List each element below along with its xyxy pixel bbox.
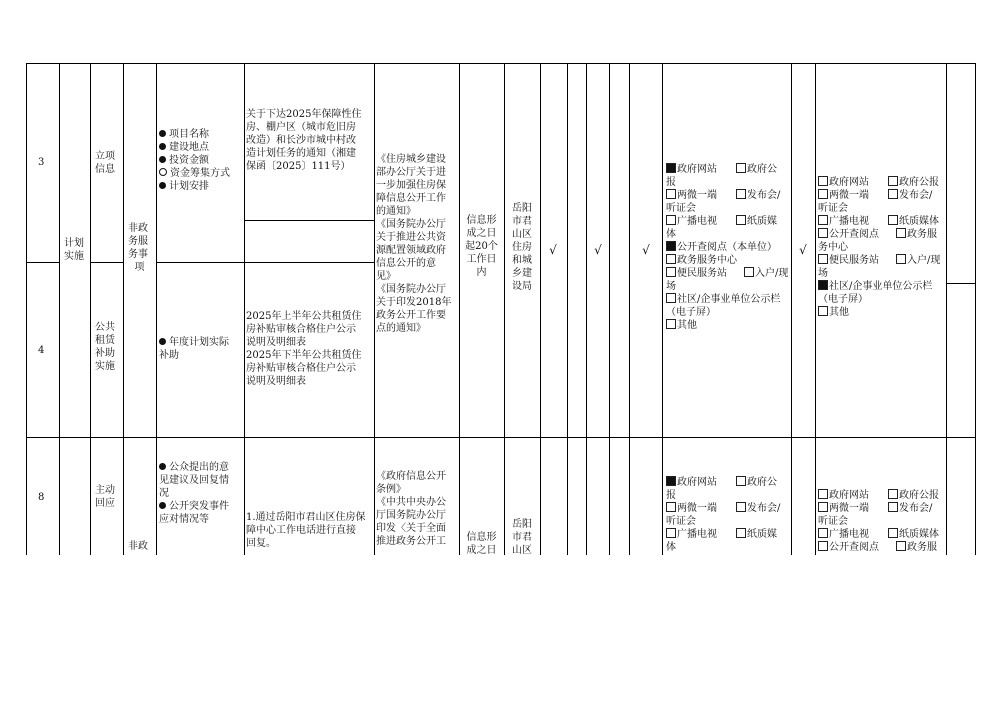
unchecked-box-icon: [818, 528, 828, 538]
checkmark: √: [642, 243, 650, 257]
unchecked-box-icon: [736, 215, 746, 225]
channel-option: 公开查阅点: [818, 228, 879, 241]
unchecked-box-icon: [818, 306, 828, 316]
channel-option: 政府网站: [666, 476, 717, 489]
col-line: [504, 63, 505, 555]
item2-r8-line: 回应: [95, 498, 115, 509]
filled-bullet-icon: [159, 143, 166, 150]
item2-r8-line: 主动: [95, 485, 115, 496]
basis-r8-line: 回复。: [246, 538, 276, 549]
filled-bullet-icon: [159, 338, 166, 345]
channel-option: 两微一端: [666, 502, 717, 515]
unchecked-box-icon: [666, 215, 676, 225]
unchecked-box-icon: [896, 254, 906, 264]
filled-bullet-icon: [159, 463, 166, 470]
unchecked-box-icon: [818, 541, 828, 551]
unchecked-box-icon: [888, 215, 898, 225]
law8-line: 厅国务院办公厅: [376, 510, 446, 521]
unchecked-box-icon: [896, 541, 906, 551]
channel-option: 其他: [818, 306, 849, 319]
channel-option: 广播电视: [666, 528, 717, 541]
channel-wrap: 听证会: [818, 203, 848, 214]
period-line: 内: [476, 267, 487, 278]
table-top-border: [26, 63, 976, 64]
item2-r4-line: 租赁: [95, 335, 115, 346]
channel-option: 政务服: [896, 228, 937, 241]
law-line: 关于印发2018年: [376, 297, 452, 308]
col-line: [946, 63, 947, 555]
element-item: 应对情况等: [159, 514, 209, 525]
law-line: 政务公开工作要: [376, 310, 446, 321]
item2-r3-line2: 信息: [95, 164, 115, 175]
channel-option: 发布会/: [888, 189, 932, 202]
law-line: 信息公开的意: [376, 258, 436, 269]
col-line: [59, 63, 60, 555]
channel-wrap: 场: [666, 281, 676, 292]
channel-option: 政府公报: [888, 176, 939, 189]
checkmark: √: [594, 243, 602, 257]
channel-option: 政府公: [736, 476, 777, 489]
basis-r3-line: 改造）和长沙市城中村改: [246, 135, 356, 146]
channel-option: 发布会/: [736, 189, 780, 202]
channel-wrap: 听证会: [666, 516, 696, 527]
unchecked-box-icon: [818, 254, 828, 264]
scope-line: 务服: [128, 236, 148, 247]
hollow-bullet-icon: [159, 168, 167, 176]
channel-option: 广播电视: [818, 215, 869, 228]
channel-option: 广播电视: [666, 215, 717, 228]
element-item: 年度计划实际: [159, 336, 229, 349]
law8-line: 推进政务公开工: [376, 536, 446, 547]
channel-option: 政府网站: [818, 489, 869, 502]
channel-option: 政务服务中心: [666, 254, 737, 267]
col-line: [629, 63, 630, 555]
checkmark: √: [549, 243, 557, 257]
filled-bullet-icon: [159, 156, 166, 163]
unchecked-box-icon: [736, 476, 746, 486]
element-item: 计划安排: [159, 180, 209, 193]
channel-option: 两微一端: [818, 189, 869, 202]
law-line: 关于推进公共资: [376, 232, 446, 243]
cell-divider: [244, 220, 374, 221]
basis-r8-line: 障中心工作电话进行直接: [246, 525, 356, 536]
unchecked-box-icon: [818, 502, 828, 512]
channel-option: 其他: [666, 319, 697, 332]
col-line: [374, 63, 375, 555]
item2-r3-line1: 立项: [95, 151, 115, 162]
dept-line: 山区: [512, 229, 532, 240]
scope-line: 非政: [128, 223, 148, 234]
dept-line: 住房: [512, 242, 532, 253]
dept-line: 乡建: [512, 268, 532, 279]
filled-bullet-icon: [159, 182, 166, 189]
element-item: 补助: [159, 350, 179, 361]
channel-option: 发布会/: [888, 502, 932, 515]
channel-option: 入户/现: [896, 254, 940, 267]
law-line: 障信息公开工作: [376, 193, 446, 204]
channel-option: 政府公报: [888, 489, 939, 502]
law8-line: 印发〈关于全面: [376, 523, 446, 534]
element-item: 公众提出的意: [159, 461, 229, 474]
period8-line: 成之日: [466, 545, 497, 555]
unchecked-box-icon: [744, 267, 754, 277]
unchecked-box-icon: [818, 215, 828, 225]
channel-option: 便民服务站: [818, 254, 879, 267]
row-divider: [156, 262, 374, 263]
scope-line: 务事: [128, 249, 148, 260]
col-line: [609, 63, 610, 555]
channel-wrap: 报: [666, 490, 676, 501]
filled-bullet-icon: [159, 502, 166, 509]
basis-r4-line: 房补贴审核合格住户公示: [246, 324, 356, 335]
dept-line: 和城: [512, 255, 532, 266]
col-line: [26, 63, 27, 555]
row-divider: [26, 262, 59, 263]
channel-option: 政府网站: [666, 163, 717, 176]
period-line: 成之日: [466, 228, 497, 239]
unchecked-box-icon: [818, 176, 828, 186]
col-line: [156, 63, 157, 555]
channel-option: 发布会/: [736, 502, 780, 515]
row-divider: [26, 437, 976, 438]
col-line: [567, 63, 568, 555]
law-line: 一步加强住房保: [376, 180, 446, 191]
col-line: [123, 63, 124, 555]
channel-option: 社区/企事业单位公示栏: [666, 293, 780, 306]
element-item: 资金筹集方式: [159, 167, 230, 180]
unchecked-box-icon: [888, 528, 898, 538]
channel-wrap: 听证会: [666, 203, 696, 214]
row-number-8: 8: [38, 492, 45, 503]
unchecked-box-icon: [736, 189, 746, 199]
channel-wrap: 听证会: [818, 516, 848, 527]
channel-option: 政府网站: [818, 176, 869, 189]
channel-option: 公开查阅点（本单位）: [666, 241, 777, 254]
basis-r4-line: 2025年上半年公共租赁住: [246, 311, 362, 322]
col-line: [815, 63, 816, 555]
period-line: 工作日: [466, 254, 497, 265]
unchecked-box-icon: [736, 528, 746, 538]
unchecked-box-icon: [888, 189, 898, 199]
col-line: [975, 63, 976, 555]
item2-r4-line: 补助: [95, 348, 115, 359]
row-divider: [90, 262, 123, 263]
channel-wrap: （电子屏）: [666, 307, 716, 318]
law-line: 部办公厅关于进: [376, 167, 446, 178]
dept8-line: 岳阳: [512, 519, 532, 530]
unchecked-box-icon: [666, 254, 676, 264]
checked-box-icon: [818, 280, 828, 290]
unchecked-box-icon: [818, 489, 828, 499]
unchecked-box-icon: [666, 293, 676, 303]
channel-option: 社区/企事业单位公示栏: [818, 280, 932, 293]
element-item: 投资金额: [159, 154, 209, 167]
checked-box-icon: [666, 476, 676, 486]
channel-wrap: 场: [818, 268, 828, 279]
dept8-line: 市君: [512, 532, 532, 543]
law-line: 的通知》: [376, 206, 416, 217]
channel-wrap: 报: [666, 177, 676, 188]
element-item: 公开突发事件: [159, 500, 229, 513]
law-line: 见》: [376, 271, 396, 282]
cell-divider: [946, 283, 976, 284]
unchecked-box-icon: [666, 267, 676, 277]
unchecked-box-icon: [666, 319, 676, 329]
channel-wrap: 务中心: [818, 242, 848, 253]
channel-option: 政府公: [736, 163, 777, 176]
basis-r3-line: 保函〔2025〕111号）: [246, 161, 351, 172]
col-line: [90, 63, 91, 555]
element-item: 项目名称: [159, 128, 209, 141]
unchecked-box-icon: [888, 176, 898, 186]
channel-option: 便民服务站: [666, 267, 727, 280]
period-line: 信息形: [466, 215, 497, 226]
unchecked-box-icon: [736, 502, 746, 512]
law-line: 《国务院办公厅: [376, 219, 446, 230]
channel-option: 纸质媒体: [888, 215, 939, 228]
channel-option: 纸质媒体: [888, 528, 939, 541]
law-line: 源配置领域政府: [376, 245, 446, 256]
channel-option: 入户/现: [744, 267, 788, 280]
law-line: 《国务院办公厅: [376, 284, 446, 295]
unchecked-box-icon: [888, 489, 898, 499]
dept-line: 岳阳: [512, 203, 532, 214]
basis-r4-line: 2025年下半年公共租赁住: [246, 350, 362, 361]
col-line: [791, 63, 792, 555]
period-line: 起20个: [465, 241, 498, 252]
law8-line: 条例》: [376, 484, 406, 495]
period8-line: 信息形: [466, 532, 497, 543]
checkmark: √: [799, 243, 807, 257]
basis-r4-line: 房补贴审核合格住户公示: [246, 363, 356, 374]
channel-option: 广播电视: [818, 528, 869, 541]
law8-line: 《政府信息公开: [376, 471, 446, 482]
item1-line1: 计划: [64, 238, 84, 249]
item2-r4-line: 公共: [95, 322, 115, 333]
element-item: 见建议及回复情: [159, 475, 229, 486]
unchecked-box-icon: [666, 502, 676, 512]
law-line: 点的通知》: [376, 323, 426, 334]
channel-wrap: 体: [666, 229, 676, 240]
unchecked-box-icon: [818, 189, 828, 199]
channel-wrap: 体: [666, 542, 676, 553]
dept8-line: 山区: [512, 545, 532, 555]
item1-line2: 实施: [64, 251, 84, 262]
col-line: [540, 63, 541, 555]
row-number-3: 3: [38, 157, 45, 168]
scope-line: 项: [134, 262, 145, 273]
checked-box-icon: [666, 241, 676, 251]
channel-wrap: （电子屏）: [818, 294, 868, 305]
dept-line: 市君: [512, 216, 532, 227]
col-line: [586, 63, 587, 555]
basis-r3-line: 房、棚户区（城市危旧房: [246, 122, 356, 133]
unchecked-box-icon: [736, 163, 746, 173]
channel-option: 公开查阅点: [818, 541, 879, 554]
basis-r4-line: 说明及明细表: [246, 376, 306, 387]
channel-option: 两微一端: [818, 502, 869, 515]
filled-bullet-icon: [159, 130, 166, 137]
row-number-4: 4: [38, 345, 45, 356]
col-line: [459, 63, 460, 555]
table-fragment: [26, 63, 976, 555]
basis-r3-line: 造计划任务的通知（湘建: [246, 148, 356, 159]
scope8-line: 非政: [128, 541, 148, 552]
channel-option: 纸质媒: [736, 215, 777, 228]
basis-r8-line: 1.通过岳阳市君山区住房保: [246, 512, 366, 523]
basis-r4-line: 说明及明细表: [246, 337, 306, 348]
law-line: 《住房城乡建设: [376, 154, 446, 165]
unchecked-box-icon: [818, 228, 828, 238]
checked-box-icon: [666, 163, 676, 173]
unchecked-box-icon: [888, 502, 898, 512]
channel-option: 政务服: [896, 541, 937, 554]
channel-option: 纸质媒: [736, 528, 777, 541]
element-item: 建设地点: [159, 141, 209, 154]
dept-line: 设局: [512, 281, 532, 292]
unchecked-box-icon: [666, 528, 676, 538]
basis-r3-line: 关于下达2025年保障性住: [246, 109, 362, 120]
col-line: [662, 63, 663, 555]
unchecked-box-icon: [896, 228, 906, 238]
unchecked-box-icon: [666, 189, 676, 199]
element-item: 况: [159, 488, 169, 499]
item2-r4-line: 实施: [95, 361, 115, 372]
channel-option: 两微一端: [666, 189, 717, 202]
law8-line: 《中共中央办公: [376, 497, 446, 508]
col-line: [244, 63, 245, 555]
